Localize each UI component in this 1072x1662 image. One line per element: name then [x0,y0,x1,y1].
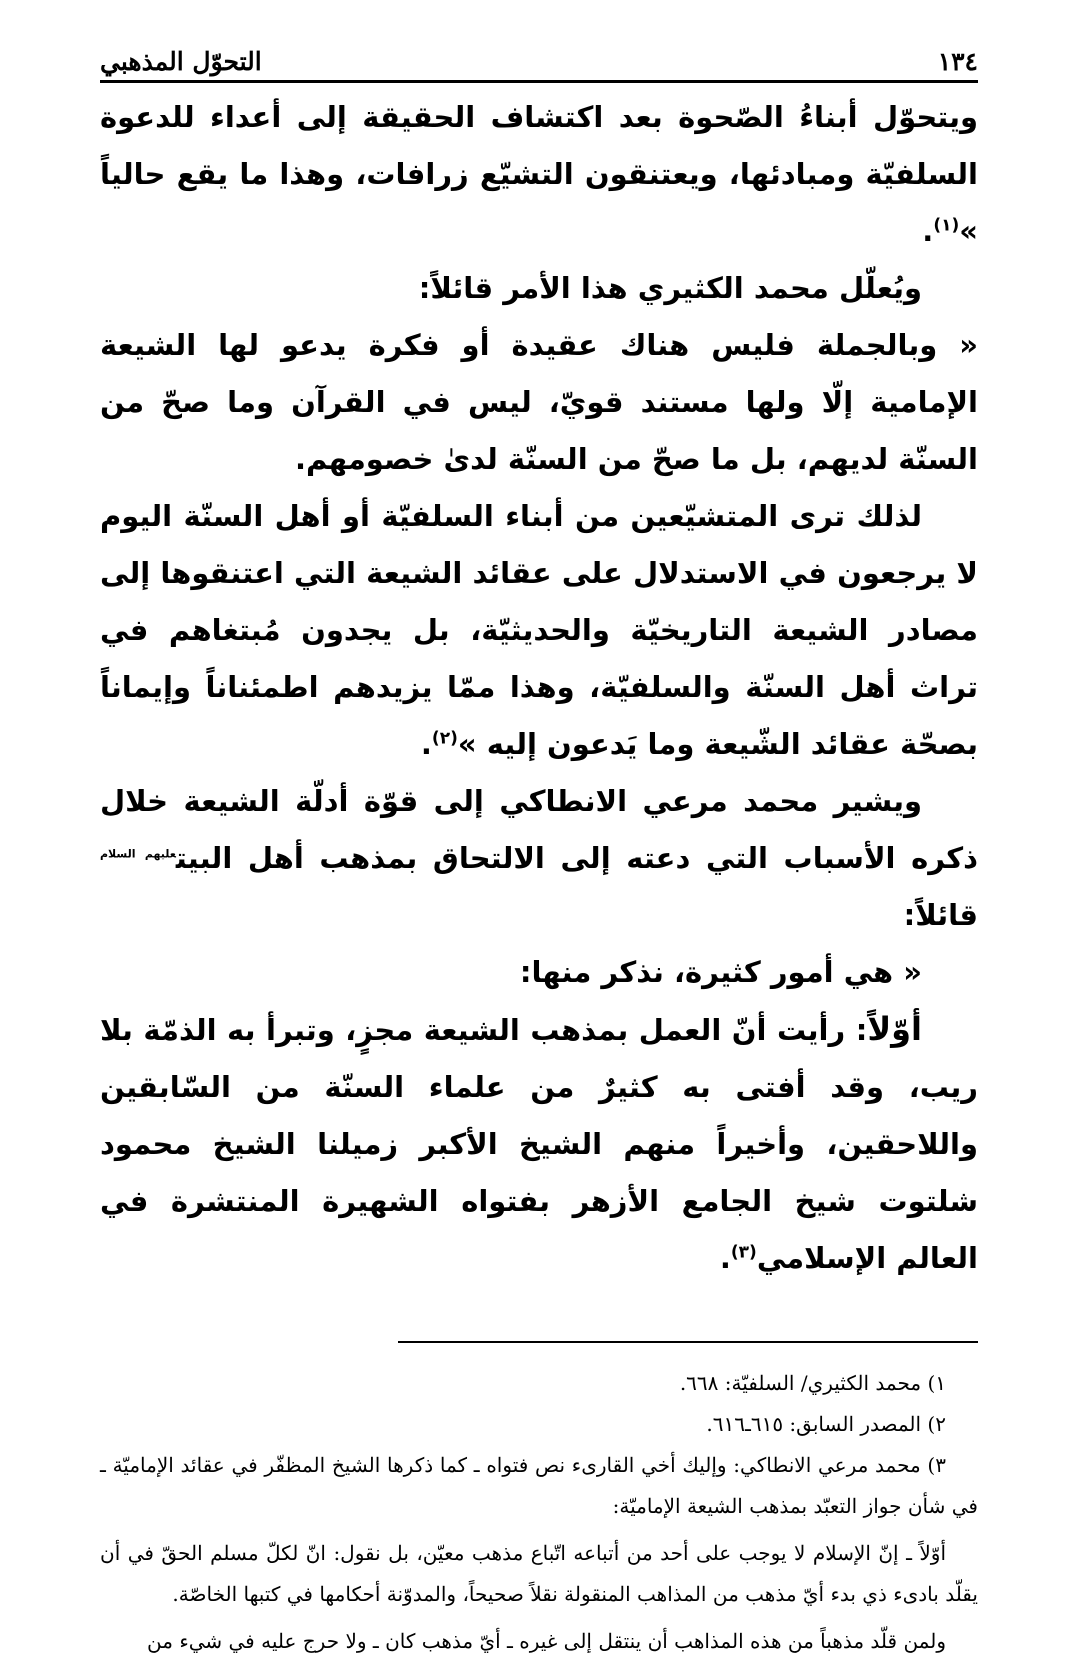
footnote-3: ٣) محمد مرعي الانطاكي: وإليك أخي القارىء نص فتواه ـ كما ذكرها الشيخ المظفّر في عقائد الإماميّة ـ في شأن جواز التعبّد بمذهب الشيعة الإماميّة: [100,1453,978,1518]
running-title: التحوّل المذهبي [100,47,262,76]
footnote-3-first-point: أوّلاً ـ إنّ الإسلام لا يوجب على أحد من أتباعه اتّباع مذهب معيّن، بل نقول: انّ لكلّ مسلم الحقّ في أن يقلّد بادىء ذي بدء أيّ مذهب من المذاهب المنقولة نقلاً صحيحاً، والمدوّنة أحكامها في كتبها الخاصّة. [100,1541,978,1606]
author-name-kathiri: محمد الكثيري [637,271,829,305]
honorific-mark: عليهم السلام [100,847,176,861]
paragraph-6: « هي أمور كثيرة، نذكر منها: [519,955,922,989]
paragraph-4: لذلك ترى المتشيّعين من أبناء السلفيّة أو أهل السنّة اليوم لا يرجعون في الاستدلال على عقائد الشيعة التي اعتنقوها إلى مصادر الشيعة التاريخيّة والحديثيّة، بل يجدون مُبتغاهم في تراث أهل السنّة والسلفيّة، وهذا ممّا يزيدهم اطمئناناً وإيماناً بصحّة عقائد الشّيعة وما يَدعون إليه »$^{(٢)}$. [100,499,978,761]
footnote-2: ٢) المصدر السابق: ٦١٥ـ٦١٦. [706,1412,946,1436]
page-header [100,34,978,76]
page-number: ١٣٤ [937,47,978,76]
footnote-ref-2: (٢) [431,728,458,749]
footnote-3-continuation: ولمن قلّد مذهباً من هذه المذاهب أن ينتقل إلى غيره ـ أيّ مذهب كان ـ ولا حرج عليه في شيء من [147,1629,946,1653]
footnote-1: ١) محمد الكثيري/ السلفيّة: ٦٦٨. [679,1371,946,1395]
footnote-ref-1: (١) [933,215,960,236]
main-text [100,89,978,1287]
footnote-ref-3: (٣) [730,1242,757,1263]
footnote-separator [398,1341,978,1343]
author-name-antaki: محمد مرعي الانطاكي [499,784,819,818]
paragraph-1: ويتحوّل أبناءُ الصّحوة بعد اكتشاف الحقيقة إلى أعداء للدعوة السلفيّة ومبادئها، ويعتنقون التشيّع زرافات، وهذا ما يقع حالياً »$^{(١)}$. [100,100,978,248]
paragraph-5: ويشير محمد مرعي الانطاكي إلى قوّة أدلّة الشيعة خلال ذكره الأسباب التي دعته إلى الالتحاق بمذهب أهل البيت$^{عليهم السلام}$ قائلاً: [100,784,978,932]
paragraph-2: ويُعلّل محمد الكثيري هذا الأمر قائلاً: [418,271,922,305]
paragraph-7: أوّلاً: رأيت أنّ العمل بمذهب الشيعة مجزٍ، وتبرأ به الذمّة بلا ريب، وقد أفتى به كثيرٌ من علماء السنّة من السّابقين واللاحقين، وأخيراً منهم الشيخ الأكبر زميلنا الشيخ محمود شلتوت شيخ الجامع الأزهر بفتواه الشهيرة المنتشرة في العالم الإسلامي$^{(٣)}$. [100,1010,978,1275]
book-page [100,34,978,1662]
paragraph-3: « وبالجملة فليس هناك عقيدة أو فكرة يدعو لها الشيعة الإمامية إلّا ولها مستند قويّ، ليس في القرآن وما صحّ من السنّة لديهم، بل ما صحّ من السنّة لدىٰ خصومهم. [100,328,978,476]
header-rule [100,80,978,83]
footnotes [100,1363,978,1662]
